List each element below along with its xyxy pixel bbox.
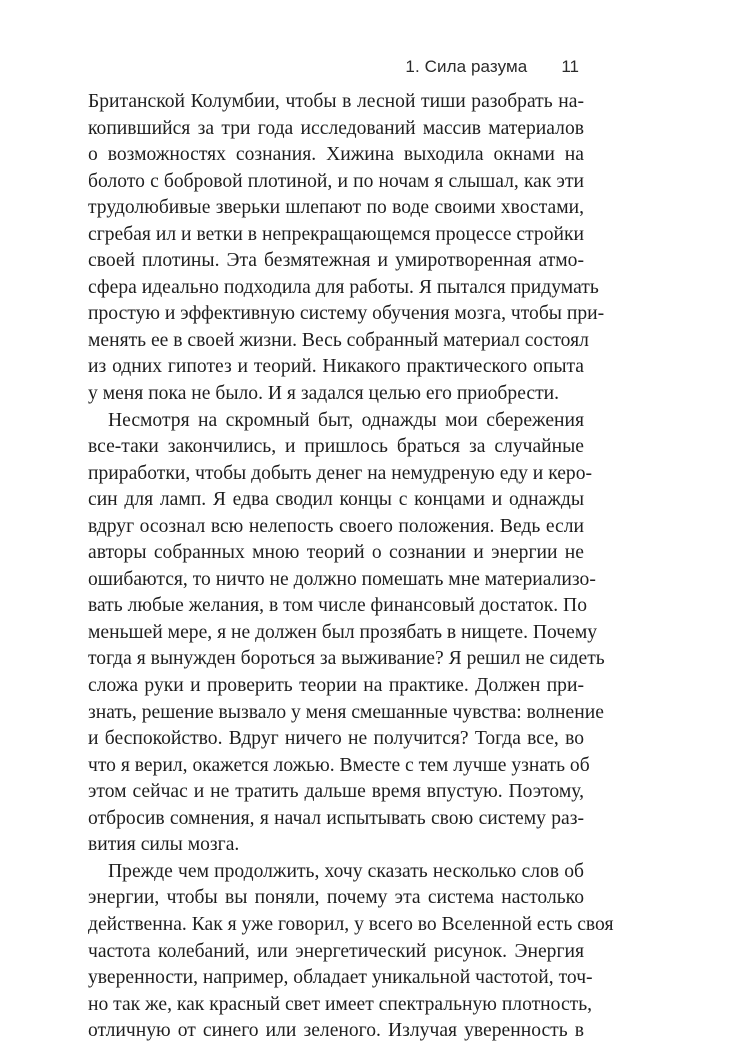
text-line: син для ламп. Я едва сводил концы с концами и однажды (88, 489, 584, 511)
text-line: приработки, чтобы добыть денег на немудреную еду и керо- (88, 462, 593, 484)
text-line: действенна. Как я уже говорил, у всего во Вселенной есть своя (88, 913, 614, 935)
text-line: сфера идеально подходила для работы. Я пытался придумать (88, 276, 599, 298)
text-line: что я верил, окажется ложью. Вместе с тем лучше узнать об (88, 754, 590, 776)
text-line: сложа руки и проверить теории на практике. Должен при- (88, 675, 584, 697)
text-line: о возможностях сознания. Хижина выходила окнами на (88, 144, 584, 166)
text-line: ошибаются, то ничто не должно помешать мне материализо- (88, 568, 596, 590)
text-line: уверенности, например, обладает уникальной частотой, точ- (88, 967, 593, 989)
text-line: из одних гипотез и теорий. Никакого практического опыта (88, 356, 584, 378)
text-line: но так же, как красный свет имеет спектральную плотность, (88, 993, 593, 1015)
text-line: этом сейчас и не тратить дальше время впустую. Поэтому, (88, 781, 584, 803)
chapter-title: 1. Сила разума (405, 57, 528, 76)
text-line: тогда я вынужден бороться за выживание? Я решил не сидеть (88, 648, 605, 670)
text-line: сгребая ил и ветки в непрекращающемся процессе стройки (88, 223, 584, 245)
text-line: вать любые желания, в том числе финансовый достаток. По (88, 595, 587, 617)
text-line: Британской Колумбии, чтобы в лесной тиши разобрать на- (88, 91, 584, 112)
text-line: простую и эффективную систему обучения мозга, чтобы при- (88, 303, 605, 325)
paragraph-3 (88, 859, 614, 1045)
text-line: Прежде чем продолжить, хочу сказать несколько слов об (108, 860, 584, 882)
text-line: меньшей мере, я не должен был прозябать в нищете. Почему (88, 621, 598, 643)
text-line: энергии, чтобы вы поняли, почему эта система настолько (88, 887, 584, 909)
paragraph-2 (88, 408, 605, 859)
text-line: у меня пока не было. И я задался целью его приобрести. (88, 383, 560, 405)
text-line: авторы собранных мною теорий о сознании и энергии не (88, 542, 584, 564)
text-line: отбросив сомнения, я начал испытывать свою систему раз- (88, 807, 584, 829)
text-line: трудолюбивые зверьки шлепают по воде своими хвостами, (88, 197, 584, 219)
running-header (405, 57, 579, 77)
text-line: знать, решение вызвало у меня смешанные чувства: волнение (88, 701, 604, 723)
page-number: 11 (561, 57, 579, 76)
text-line: своей плотины. Эта безмятежная и умиротворенная атмо- (88, 250, 584, 272)
body-text (88, 89, 614, 1045)
text-line: отличную от синего или зеленого. Излучая уверенность в (88, 1020, 584, 1042)
text-line: вдруг осознал всю нелепость своего положения. Ведь если (88, 515, 584, 537)
text-line: Несмотря на скромный быт, однажды мои сбережения (108, 409, 584, 431)
text-line: частота колебаний, или энергетический рисунок. Энергия (88, 940, 584, 962)
text-line: вития силы мозга. (88, 834, 240, 856)
paragraph-1 (88, 89, 605, 408)
text-line: копившийся за три года исследований массив материалов (88, 117, 584, 139)
text-line: все-таки закончились, и пришлось браться за случайные (88, 436, 584, 458)
text-line: болото с бобровой плотиной, и по ночам я слышал, как эти (88, 170, 584, 192)
text-line: и беспокойство. Вдруг ничего не получится? Тогда все, во (88, 728, 584, 750)
text-line: менять ее в своей жизни. Весь собранный материал состоял (88, 329, 589, 351)
